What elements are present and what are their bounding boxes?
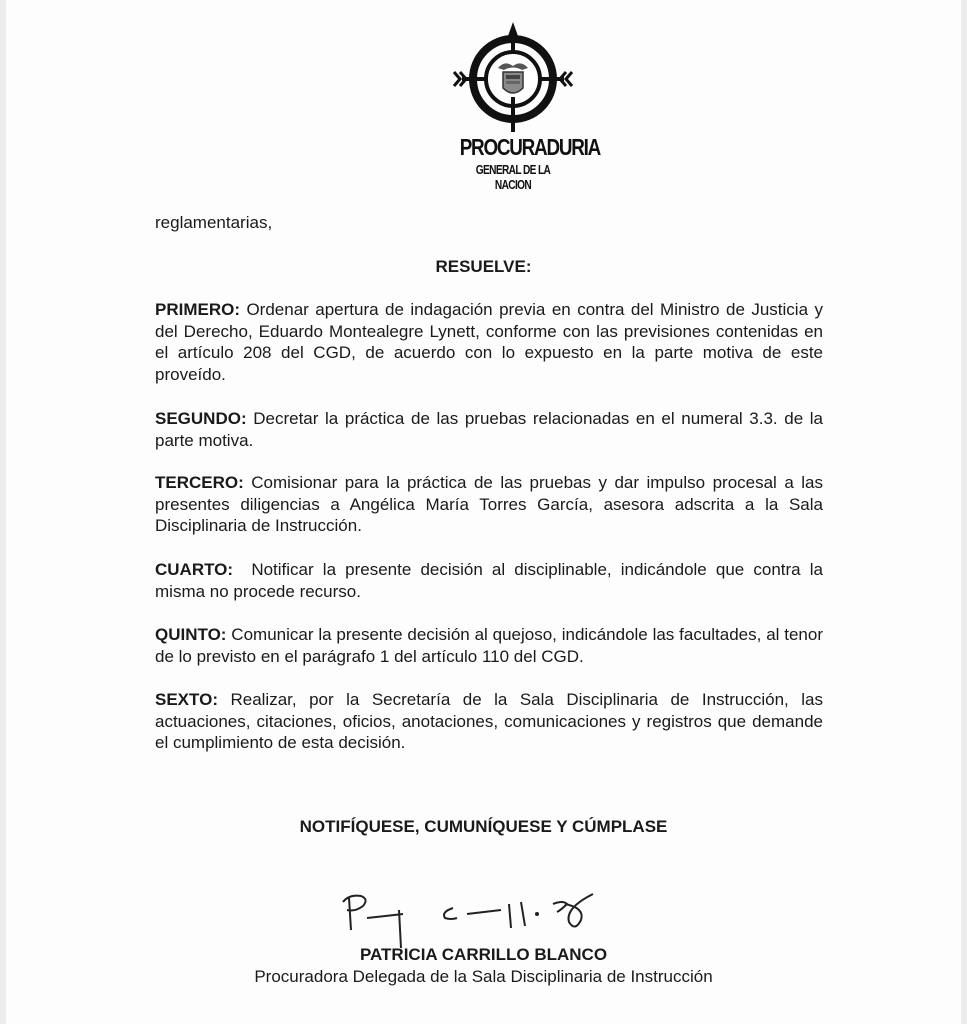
logo-title: PROCURADURIA: [459, 134, 601, 160]
section-text: Comunicar la presente decisión al quejoso, indicándole las facultades, al tenor de lo previsto en el parágrafo 1 del artículo 110 del CGD.: [155, 625, 823, 666]
logo-subtitle: GENERAL DE LA NACION: [475, 162, 551, 192]
section-tercero: [155, 472, 823, 537]
section-segundo: [155, 408, 823, 451]
section-text: Realizar, por la Secretaría de la Sala Disciplinaria de Instrucción, las actuaciones, citaciones, oficios, anotaciones, comunicaciones y registros que demande el cumplimiento de esta decisión.: [155, 690, 823, 752]
resolution-heading: RESUELVE:: [435, 257, 532, 276]
section-text: Decretar la práctica de las pruebas relacionadas en el numeral 3.3. de la parte motiva.: [155, 409, 823, 450]
section-cuarto: [155, 559, 828, 602]
closing-formula: NOTIFÍQUESE, CUMUNÍQUESE Y CÚMPLASE: [299, 817, 668, 836]
section-text: Notificar la presente decisión al disciplinable, indicándole que contra la misma no procede recurso.: [155, 560, 828, 601]
section-text: Comisionar para la práctica de las pruebas y dar impulso procesal a las presentes diligencias a Angélica María Torres García, asesora adscrita a la Sala Disciplinaria de Instrucción.: [155, 473, 823, 535]
section-sexto: [155, 689, 823, 754]
section-label: SEGUNDO:: [155, 409, 247, 428]
section-label: TERCERO:: [155, 473, 244, 492]
page-edge-right: [961, 0, 967, 1024]
procuraduria-logo: [448, 22, 601, 192]
section-label: CUARTO:: [155, 560, 234, 579]
section-quinto: [155, 624, 823, 667]
signer-title: Procuradora Delegada de la Sala Disciplinaria de Instrucción: [254, 967, 713, 986]
section-label: PRIMERO:: [155, 300, 240, 319]
section-primero: [155, 299, 823, 385]
signer-name: PATRICIA CARRILLO BLANCO: [359, 945, 608, 964]
section-text: Ordenar apertura de indagación previa en contra del Ministro de Justicia y del Derecho, Eduardo Montealegre Lynett, conforme con las previsiones contenidas en el artículo 208 del CGD, de acuerdo con lo expuesto en la parte motiva de este proveído.: [155, 300, 823, 384]
section-label: SEXTO:: [155, 690, 218, 709]
handwritten-signature: [335, 890, 605, 953]
page-edge-left: [0, 0, 6, 1024]
section-label: QUINTO:: [155, 625, 227, 644]
crosshair-seal-icon: [448, 22, 578, 134]
intro-text: reglamentarias,: [155, 213, 273, 232]
